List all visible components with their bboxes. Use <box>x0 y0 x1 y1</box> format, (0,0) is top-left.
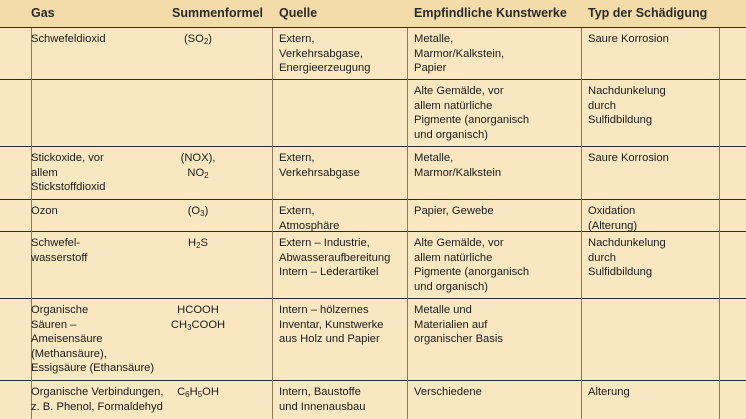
cell-kunstwerke <box>414 385 482 400</box>
cell-quelle-line: Verkehrsabgase <box>279 166 360 179</box>
row-divider <box>0 298 746 299</box>
formula-subscript: 5 <box>197 390 203 399</box>
cell-quelle-line: aus Holz und Papier <box>279 333 380 346</box>
formula-text: C <box>177 386 186 398</box>
cell-kunstwerke-line: Marmor/Kalkstein, <box>414 47 505 60</box>
formula-line <box>181 151 216 166</box>
cell-kunstwerke <box>414 84 529 142</box>
cell-quelle <box>279 151 360 180</box>
cell-gas-line: allem <box>31 166 58 179</box>
cell-typ <box>588 151 669 166</box>
cell-typ-line: Saure Korrosion <box>588 152 669 164</box>
formula-subscript: 3 <box>187 322 192 332</box>
cell-gas-line: Säuren – <box>31 318 77 331</box>
cell-gas-line: Organische <box>31 304 89 316</box>
row-divider <box>0 199 746 200</box>
header-gas: Gas <box>31 6 55 20</box>
cell-gas-line: (Methansäure), <box>31 347 107 360</box>
cell-quelle-line: Extern, <box>279 205 315 217</box>
cell-quelle-line: Intern, Baustoffe <box>279 386 361 398</box>
cell-quelle <box>279 303 383 347</box>
cell-quelle-line: und Innenausbau <box>279 400 366 413</box>
cell-gas-line: wasserstoff <box>31 251 88 264</box>
cell-kunstwerke-line: Papier <box>414 62 447 75</box>
column-divider <box>719 28 720 419</box>
cell-kunstwerke-line: Marmor/Kalkstein <box>414 166 502 179</box>
cell-typ-line: durch <box>588 251 616 264</box>
formula-line <box>184 32 212 47</box>
cell-quelle-line: Atmosphäre <box>279 219 340 232</box>
cell-gas <box>31 151 105 195</box>
formula-text: H <box>189 386 198 398</box>
cell-typ-line: (Alterung) <box>588 219 638 232</box>
cell-kunstwerke-line: Materialien auf <box>414 318 488 331</box>
cell-gas <box>31 32 106 47</box>
cell-kunstwerke-line: Pigmente (anorganisch <box>414 114 530 127</box>
formula-text: COOH <box>191 318 226 331</box>
cell-kunstwerke <box>414 236 529 294</box>
cell-gas-line: Ameisensäure <box>31 333 103 346</box>
cell-kunstwerke-line: Alte Gemälde, vor <box>414 85 504 97</box>
row-divider <box>0 79 746 80</box>
cell-typ <box>588 236 666 280</box>
formula-line <box>171 303 225 318</box>
cell-typ-line: durch <box>588 99 616 112</box>
formula-line <box>171 318 225 333</box>
formula-subscript: 2 <box>204 170 209 180</box>
cell-gas-line: z. B. Phenol, Formaldehyd <box>31 400 163 413</box>
formula-text: HCOOH <box>177 304 219 316</box>
cell-quelle <box>279 204 339 233</box>
cell-kunstwerke-line: Pigmente (anorganisch <box>414 266 530 279</box>
cell-summenformel <box>188 236 208 251</box>
cell-kunstwerke-line: Papier, Gewebe <box>414 205 494 217</box>
cell-typ-line: Alterung <box>588 386 630 398</box>
formula-text: NO <box>187 166 205 179</box>
cell-typ <box>588 385 630 400</box>
cell-typ-line: Nachdunkelung <box>588 237 666 249</box>
column-divider <box>407 28 408 419</box>
row-divider <box>0 27 746 28</box>
header-kunstwerke: Empfindliche Kunstwerke <box>414 6 567 20</box>
formula-subscript: 2 <box>203 37 209 46</box>
cell-quelle-line: Extern – Industrie, <box>279 237 370 249</box>
formula-text: CH <box>170 318 188 331</box>
cell-typ <box>588 204 637 233</box>
cell-gas-line: Organische Verbindungen, <box>31 386 164 398</box>
cell-quelle-line: Energieerzeugung <box>279 62 371 75</box>
cell-typ-line: Sulfidbildung <box>588 114 653 127</box>
cell-gas-line: Ozon <box>31 205 58 217</box>
row-divider <box>0 146 746 147</box>
cell-quelle <box>279 236 390 280</box>
cell-kunstwerke <box>414 32 504 76</box>
cell-gas-line: Schwefeldioxid <box>31 33 106 45</box>
cell-kunstwerke <box>414 151 501 180</box>
cell-summenformel <box>184 32 212 47</box>
cell-summenformel <box>181 151 216 180</box>
cell-gas-line: Stickstoffdioxid <box>31 181 106 194</box>
cell-gas <box>31 236 87 265</box>
formula-text: ) <box>204 205 209 217</box>
cell-kunstwerke-line: Metalle und <box>414 304 472 316</box>
cell-kunstwerke-line: und organisch) <box>414 128 489 141</box>
cell-summenformel <box>188 204 209 219</box>
table-header <box>0 0 746 28</box>
cell-gas-line: Essigsäure (Ethansäure) <box>31 362 155 375</box>
column-divider <box>581 28 582 419</box>
cell-quelle <box>279 385 365 414</box>
header-summenformel: Summenformel <box>172 6 263 20</box>
formula-line <box>188 204 209 219</box>
cell-typ-line: Saure Korrosion <box>588 33 669 45</box>
formula-subscript: 6 <box>185 390 190 399</box>
cell-gas-line: Stickoxide, vor <box>31 152 104 164</box>
cell-typ-line: Sulfidbildung <box>588 266 653 279</box>
formula-line <box>181 166 216 181</box>
cell-kunstwerke-line: und organisch) <box>414 280 489 293</box>
cell-quelle <box>279 32 370 76</box>
row-divider <box>0 380 746 381</box>
cell-kunstwerke-line: allem natürliche <box>414 99 493 112</box>
formula-text: H <box>187 237 197 249</box>
cell-kunstwerke-line: allem natürliche <box>414 251 493 264</box>
cell-quelle-line: Verkehrsabgase, <box>279 47 363 60</box>
cell-typ <box>588 84 666 128</box>
formula-text: (O <box>187 205 201 217</box>
cell-kunstwerke-line: Metalle, <box>414 33 454 45</box>
cell-summenformel <box>177 385 219 400</box>
cell-gas <box>31 385 163 414</box>
cell-kunstwerke-line: Metalle, <box>414 152 454 164</box>
formula-text: (NOX), <box>180 152 216 164</box>
formula-text: OH <box>202 386 219 398</box>
formula-subscript: 3 <box>200 209 205 218</box>
formula-text: S <box>200 237 209 249</box>
cell-typ <box>588 32 669 47</box>
cell-kunstwerke <box>414 303 503 347</box>
formula-text: (SO <box>183 33 204 45</box>
cell-gas <box>31 303 154 376</box>
header-typ: Typ der Schädigung <box>588 6 708 20</box>
formula-line <box>177 385 219 400</box>
cell-typ-line: Oxidation <box>588 205 636 217</box>
formula-subscript: 2 <box>196 241 201 250</box>
column-divider <box>272 28 273 419</box>
cell-quelle-line: Inventar, Kunstwerke <box>279 318 384 331</box>
cell-kunstwerke <box>414 204 494 219</box>
cell-quelle-line: Extern, <box>279 152 315 164</box>
cell-gas <box>31 204 58 219</box>
cell-kunstwerke-line: Verschiedene <box>414 386 482 398</box>
cell-quelle-line: Intern – Lederartikel <box>279 266 379 279</box>
cell-summenformel <box>171 303 225 332</box>
cell-typ-line: Nachdunkelung <box>588 85 666 97</box>
cell-quelle-line: Abwasseraufbereitung <box>279 251 391 264</box>
cell-gas-line: Schwefel- <box>31 237 81 249</box>
formula-line <box>188 236 208 251</box>
cell-quelle-line: Intern – hölzernes <box>279 304 369 316</box>
cell-quelle-line: Extern, <box>279 33 315 45</box>
formula-text: ) <box>208 33 213 45</box>
cell-kunstwerke-line: organischer Basis <box>414 333 503 346</box>
header-quelle: Quelle <box>279 6 318 20</box>
cell-kunstwerke-line: Alte Gemälde, vor <box>414 237 504 249</box>
